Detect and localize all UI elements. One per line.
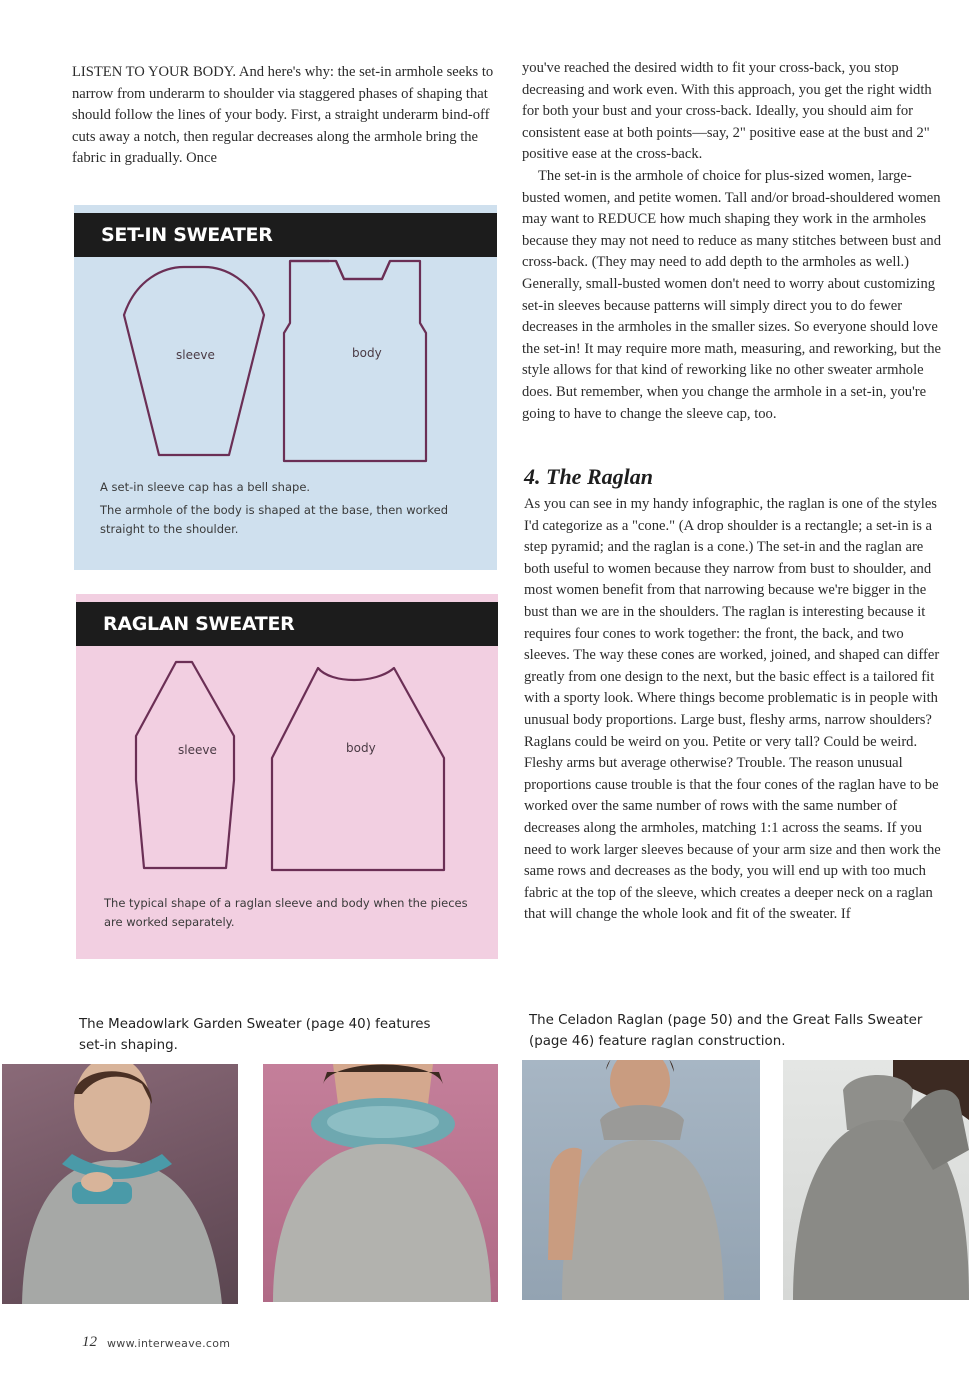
photo-celadon-raglan (522, 1060, 760, 1300)
raglan-sleeve-label: sleeve (178, 743, 217, 757)
setin-body-label: body (352, 346, 382, 360)
raglan-caption: The typical shape of a raglan sleeve and body when the pieces are worked separately. (104, 896, 468, 929)
right-paragraph-2: The set-in is the armhole of choice for plus-sized women, large-busted women, and petite women. Tall and/or broad-shouldered women may want to REDUCE how much shaping they work in the armholes because they may not need to reduce as many stitches between bust and cross-back. (They may need to add depth to the armholes as well.) Generally, small-busted women don't need to worry about customizing set-in sleeves because patterns will simply direct you to do fewer decreases in the armholes in the smaller sizes. So everyone should love the set-in! It may require more math, measuring, and reworking, but the style allows for that kind of reworking like no other sweater armhole does. But remember, when you change the armhole in a set-in, you're going to have to change the sleeve cap, too. (522, 167, 942, 422)
raglan-sleeve-shape (136, 662, 234, 868)
page-number: 12 (82, 1334, 97, 1350)
footer-url: www.interweave.com (107, 1337, 231, 1350)
raglan-body-shape (272, 668, 444, 870)
left-column-text (72, 62, 500, 170)
right-column-text (522, 58, 946, 425)
setin-sleeve-label: sleeve (176, 348, 215, 362)
raglan-paragraph: As you can see in my handy infographic, the raglan is one of the styles I'd categorize as a "cone." (A drop shoulder is a rectangle; a set-in is a step pyramid; and the raglan is a cone.) The set-in and the raglan are both useful to women because they narrow from bust to shoulder, and most women benefit from that narrowing because we're bigger in the bust than we are in the shoulders. The raglan is interesting because it requires four cones to work together: the front, the back, and two sleeves. The way these cones are worked, joined, and shaped can differ greatly from one design to the next, but the basic effect is a tailored fit with a sporty look. Where things become problematic is in people with unusual body proportions. Large bust, fleshy arms, narrow shoulders? Raglans could be weird on you. Petite or very tall? Could be weird. Fleshy arms but average otherwise? Trouble. The reason unusual proportions cause trouble is that the four cones of the raglan have to be worked over the same number of rows with the same number of decreases along the armholes, matching 1:1 across the seams. If you need to work larger sleeves because of your arm size and then work the same rows and decreases as the body, you will end up with too much fabric at the top of the sleeve, which creates a deeper neck on a raglan that will change the whole look and fit of the sweater. If (524, 496, 941, 923)
setin-caption-2: The armhole of the body is shaped at the base, then worked straight to the shoulder. (100, 503, 449, 536)
photo-caption-left: The Meadowlark Garden Sweater (page 40) features set-in shaping. (79, 1017, 431, 1053)
photo-meadowlark-front (2, 1064, 238, 1304)
photo-meadowlark-cowl (263, 1064, 498, 1302)
setin-body-shape (284, 261, 426, 461)
raglan-sweater-diagram (76, 594, 498, 959)
left-paragraph: LISTEN TO YOUR BODY. And here's why: the set-in armhole seeks to narrow from underarm to shoulder via staggered phases of shaping that should follow the lines of your body. First, a straight underarm bind-off cuts away a notch, then regular decreases along the armhole bring the fabric in gradually. Once (72, 64, 494, 167)
setin-sweater-diagram (74, 205, 497, 570)
setin-caption-1: A set-in sleeve cap has a bell shape. (100, 480, 311, 494)
raglan-box-title: RAGLAN SWEATER (76, 602, 498, 646)
raglan-heading: 4. The Raglan (524, 464, 653, 489)
raglan-body-label: body (346, 741, 376, 755)
photo-great-falls-sweater (783, 1060, 969, 1300)
setin-box-title: SET-IN SWEATER (74, 213, 497, 257)
raglan-section (524, 462, 948, 926)
photo-caption-right: The Celadon Raglan (page 50) and the Great Falls Sweater (page 46) feature raglan construction. (529, 1013, 923, 1049)
right-paragraph-1: you've reached the desired width to fit your cross-back, you stop decreasing and work even. With this approach, you get the right width for both your bust and your cross-back. Ideally, you should aim for consistent ease at both points—say, 2" positive ease at the bust and 2" positive ease at the cross-back. (522, 60, 932, 163)
